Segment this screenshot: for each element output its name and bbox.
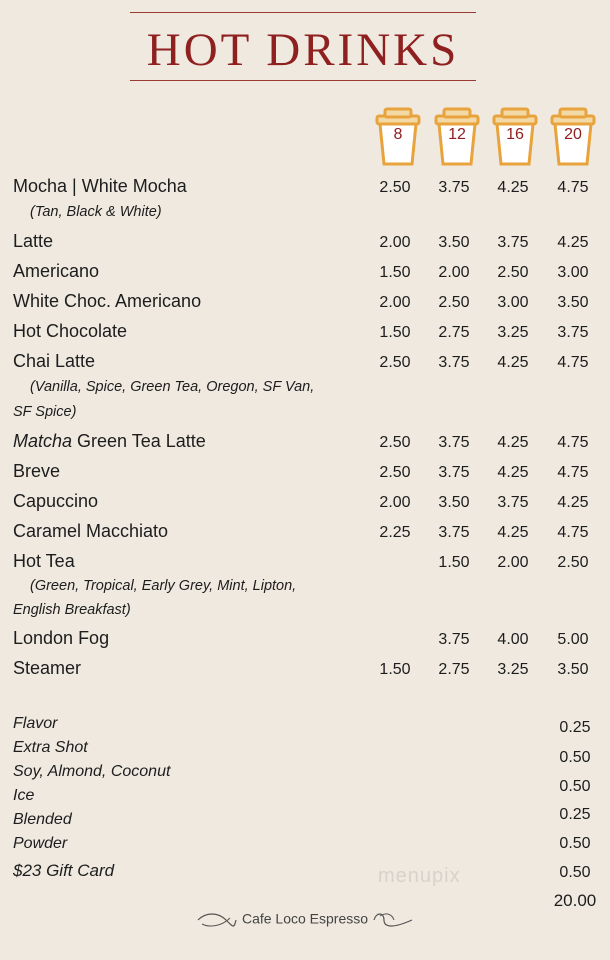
size-label-12: 12 xyxy=(448,126,466,143)
price-8: 2.50 xyxy=(379,179,411,196)
item-name: Chai Latte xyxy=(13,351,96,371)
item-name: Breve xyxy=(13,461,61,481)
price-16: 3.25 xyxy=(497,661,529,678)
price-16: 3.00 xyxy=(497,294,529,311)
price-12: 2.50 xyxy=(438,294,470,311)
price-12: 3.75 xyxy=(438,354,470,371)
item-note-hot-tea-line2: English Breakfast) xyxy=(13,602,131,618)
price-8: 2.50 xyxy=(379,434,411,451)
item-name: Hot Chocolate xyxy=(13,321,128,341)
price-20: 4.75 xyxy=(557,464,589,481)
extra-ice: Ice xyxy=(13,787,35,804)
price-8: 1.50 xyxy=(379,264,411,281)
price-8: 2.00 xyxy=(379,294,411,311)
extra-gift-card: $23 Gift Card xyxy=(13,861,115,880)
price-8: 2.00 xyxy=(379,494,411,511)
extra-flavor-price: 0.25 xyxy=(559,719,591,736)
extra-milk-alternatives: Soy, Almond, Coconut xyxy=(13,763,171,780)
item-name-italic: Matcha xyxy=(13,431,73,451)
price-12: 3.50 xyxy=(438,494,470,511)
cup-icon-size-8 xyxy=(373,104,423,168)
menu-item-hot-chocolate xyxy=(0,319,610,349)
item-name: Americano xyxy=(13,261,100,281)
price-8: 2.50 xyxy=(379,354,411,371)
price-8: 2.25 xyxy=(379,524,411,541)
price-16: 3.75 xyxy=(497,234,529,251)
item-name: Hot Tea xyxy=(13,551,75,571)
price-20: 4.25 xyxy=(557,494,589,511)
extra-blended: Blended xyxy=(13,811,72,828)
price-12: 1.50 xyxy=(438,554,470,571)
item-note-chai-line1: (Vanilla, Spice, Green Tea, Oregon, SF Van, xyxy=(30,379,315,395)
price-16: 4.25 xyxy=(497,524,529,541)
price-12: 2.75 xyxy=(438,661,470,678)
price-16: 3.75 xyxy=(497,494,529,511)
price-20: 4.75 xyxy=(557,434,589,451)
extra-flavor: Flavor xyxy=(13,715,58,732)
price-16: 4.25 xyxy=(497,179,529,196)
extra-gift-card-price: 20.00 xyxy=(553,891,597,910)
price-8: 1.50 xyxy=(379,324,411,341)
item-name: Steamer xyxy=(13,658,82,678)
title-rule-bottom xyxy=(130,80,476,81)
item-name-rest: Green Tea Latte xyxy=(72,431,206,451)
item-name: Capuccino xyxy=(13,491,99,511)
price-12: 3.75 xyxy=(438,434,470,451)
price-20: 4.75 xyxy=(557,179,589,196)
price-12: 3.75 xyxy=(438,524,470,541)
price-12: 2.00 xyxy=(438,264,470,281)
price-12: 3.50 xyxy=(438,234,470,251)
menu-item-london-fog xyxy=(0,626,610,656)
item-name: White Choc. Americano xyxy=(13,291,202,311)
size-label-8: 8 xyxy=(393,126,403,143)
price-16: 2.00 xyxy=(497,554,529,571)
menu-item-white-choc-americano xyxy=(0,289,610,319)
menu-item-capuccino xyxy=(0,489,610,519)
price-20: 4.25 xyxy=(557,234,589,251)
menu-item-caramel-macchiato xyxy=(0,519,610,549)
item-name: Mocha | White Mocha xyxy=(13,176,187,196)
cup-icon-size-12 xyxy=(432,104,482,168)
extra-ice-price: 0.25 xyxy=(559,806,591,823)
price-20: 4.75 xyxy=(557,524,589,541)
cup-icon-size-16 xyxy=(490,104,540,168)
extra-milk-alternatives-price: 0.50 xyxy=(559,778,591,795)
extra-shot: Extra Shot xyxy=(13,739,88,756)
price-12: 3.75 xyxy=(438,631,470,648)
watermark: menupix xyxy=(378,865,461,887)
price-20: 3.75 xyxy=(557,324,589,341)
price-12: 2.75 xyxy=(438,324,470,341)
size-label-16: 16 xyxy=(506,126,524,143)
item-name xyxy=(13,429,206,453)
price-20: 4.75 xyxy=(557,354,589,371)
footer-brand-name: Cafe Loco Espresso xyxy=(241,910,369,927)
item-note-hot-tea-line1: (Green, Tropical, Early Grey, Mint, Lipton, xyxy=(30,578,297,594)
page-title: HOT DRINKS xyxy=(146,24,460,76)
extra-shot-price: 0.50 xyxy=(559,749,591,766)
extra-blended-price: 0.50 xyxy=(559,835,591,852)
price-16: 3.25 xyxy=(497,324,529,341)
flourish-left-icon xyxy=(196,910,238,930)
price-16: 4.00 xyxy=(497,631,529,648)
price-8: 2.50 xyxy=(379,464,411,481)
price-20: 5.00 xyxy=(557,631,589,648)
cup-icon-size-20 xyxy=(548,104,598,168)
price-12: 3.75 xyxy=(438,464,470,481)
price-20: 2.50 xyxy=(557,554,589,571)
menu-item-breve xyxy=(0,459,610,489)
title-rule-top xyxy=(130,12,476,13)
item-name: Caramel Macchiato xyxy=(13,521,169,541)
extra-powder: Powder xyxy=(13,835,68,852)
item-name: London Fog xyxy=(13,628,110,648)
price-20: 3.50 xyxy=(557,661,589,678)
price-16: 4.25 xyxy=(497,354,529,371)
item-note-mocha: (Tan, Black & White) xyxy=(30,204,162,220)
item-name: Latte xyxy=(13,231,54,251)
menu-item-americano xyxy=(0,259,610,289)
price-12: 3.75 xyxy=(438,179,470,196)
menu-item-steamer xyxy=(0,656,610,686)
flourish-right-icon xyxy=(372,910,414,930)
menu-item-matcha-green-tea-latte xyxy=(0,429,610,459)
price-8: 2.00 xyxy=(379,234,411,251)
menu-item-latte xyxy=(0,229,610,259)
extra-powder-price: 0.50 xyxy=(559,864,591,881)
price-20: 3.50 xyxy=(557,294,589,311)
footer-brand xyxy=(0,910,610,930)
price-8: 1.50 xyxy=(379,661,411,678)
price-20: 3.00 xyxy=(557,264,589,281)
price-16: 4.25 xyxy=(497,464,529,481)
price-16: 4.25 xyxy=(497,434,529,451)
size-label-20: 20 xyxy=(564,126,582,143)
price-16: 2.50 xyxy=(497,264,529,281)
item-note-chai-line2: SF Spice) xyxy=(13,404,77,420)
